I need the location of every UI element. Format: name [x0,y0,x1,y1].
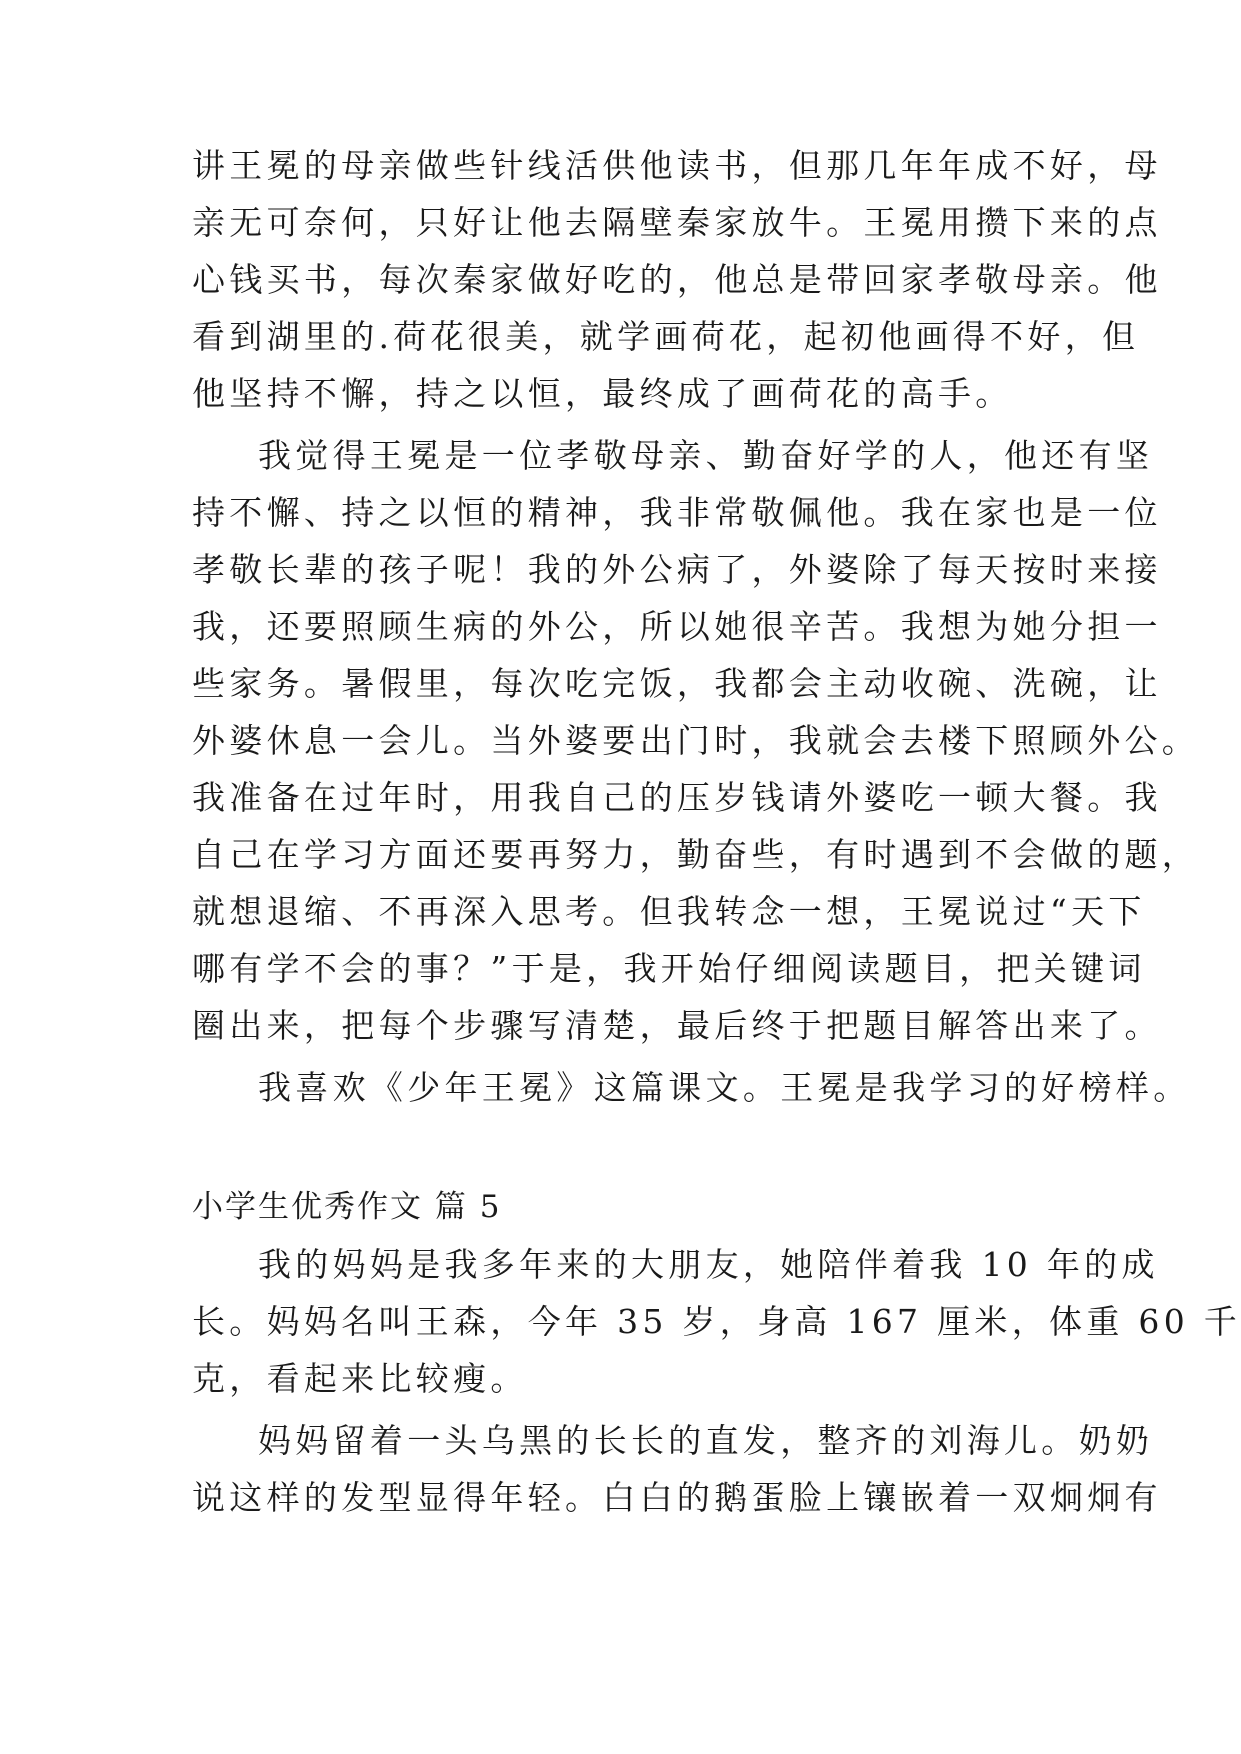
text-line: 我的妈妈是我多年来的大朋友，她陪伴着我 10 年的成 [258,1245,1159,1284]
text-line: 说这样的发型显得年轻。白白的鹅蛋脸上镶嵌着一双炯炯有 [192,1478,1162,1517]
text-line: 亲无可奈何，只好让他去隔壁秦家放牛。王冕用攒下来的点 [192,203,1162,242]
text-line: 我喜欢《少年王冕》这篇课文。王冕是我学习的好榜样。 [258,1068,1191,1107]
text-line: 讲王冕的母亲做些针线活供他读书，但那几年年成不好，母 [192,146,1162,185]
text-line: 外婆休息一会儿。当外婆要出门时，我就会去楼下照顾外公。 [192,721,1200,760]
text-line: 看到湖里的.荷花很美，就学画荷花，起初他画得不好，但 [192,317,1140,356]
text-line: 长。妈妈名叫王森，今年 35 岁，身高 167 厘米，体重 60 千 [192,1302,1241,1341]
text-line: 我，还要照顾生病的外公，所以她很辛苦。我想为她分担一 [192,607,1162,646]
text-line: 哪有学不会的事？”于是，我开始仔细阅读题目，把关键词 [192,949,1146,988]
section-heading: 小学生优秀作文 篇 5 [192,1189,502,1225]
text-line: 持不懈、持之以恒的精神，我非常敬佩他。我在家也是一位 [192,493,1162,532]
text-line: 自己在学习方面还要再努力，勤奋些，有时遇到不会做的题， [192,835,1200,874]
text-line: 克，看起来比较瘦。 [192,1359,528,1398]
text-line: 我准备在过年时，用我自己的压岁钱请外婆吃一顿大餐。我 [192,778,1162,817]
text-line: 他坚持不懈，持之以恒，最终成了画荷花的高手。 [192,374,1013,413]
text-line: 我觉得王冕是一位孝敬母亲、勤奋好学的人，他还有坚 [258,436,1154,475]
text-line: 些家务。暑假里，每次吃完饭，我都会主动收碗、洗碗，让 [192,664,1162,703]
text-line: 妈妈留着一头乌黑的长长的直发，整齐的刘海儿。奶奶 [258,1421,1154,1460]
text-line: 孝敬长辈的孩子呢！我的外公病了，外婆除了每天按时来接 [192,550,1162,589]
text-line: 就想退缩、不再深入思考。但我转念一想，王冕说过“天下 [192,892,1146,931]
text-line: 圈出来，把每个步骤写清楚，最后终于把题目解答出来了。 [192,1006,1162,1045]
text-line: 心钱买书，每次秦家做好吃的，他总是带回家孝敬母亲。他 [192,260,1162,299]
